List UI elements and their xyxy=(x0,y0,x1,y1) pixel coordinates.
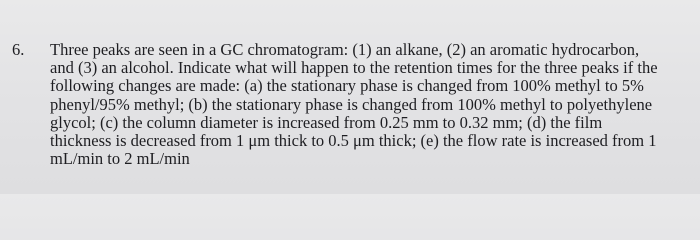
question-line-4: phenyl/95% methyl; (b) the stationary phase is changed from 100% methyl to polyethylene xyxy=(50,94,653,114)
question-line-7: mL/min to 2 mL/min xyxy=(50,149,190,169)
question-line-5: glycol; (c) the column diameter is increased from 0.25 mm to 0.32 mm; (d) the film xyxy=(50,112,603,132)
question-line-6: thickness is decreased from 1 μm thick to 0.5 μm thick; (e) the flow rate is increased from 1 xyxy=(50,131,657,151)
question-text xyxy=(50,41,690,168)
question-number: 6. xyxy=(12,40,25,59)
question-line-3: following changes are made: (a) the stationary phase is changed from 100% methyl to 5% xyxy=(50,76,644,96)
question-line-1: Three peaks are seen in a GC chromatogram: (1) an alkane, (2) an aromatic hydrocarbon, xyxy=(50,40,640,59)
question-line-2: and (3) an alcohol. Indicate what will happen to the retention times for the three peaks if the xyxy=(50,58,658,78)
